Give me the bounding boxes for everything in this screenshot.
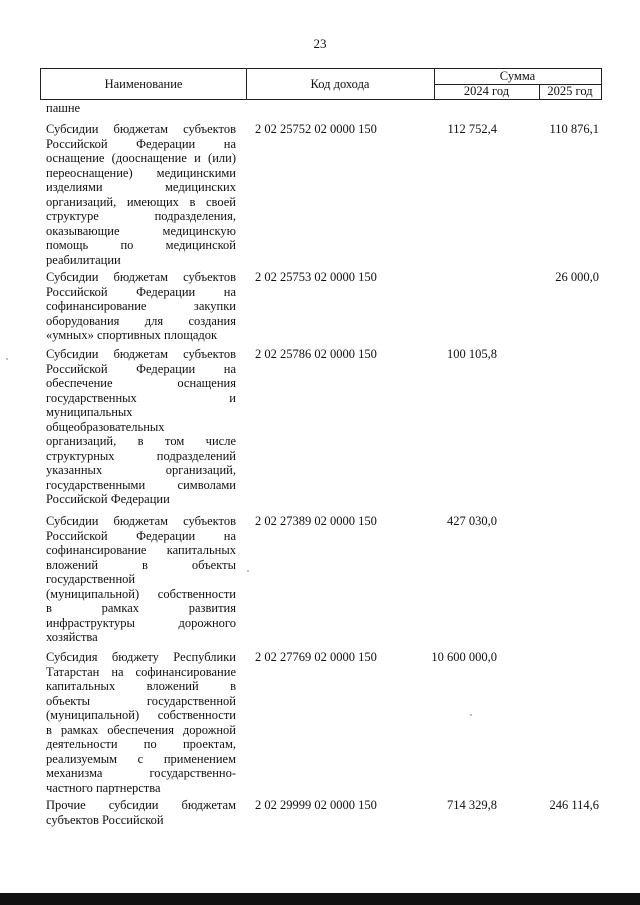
description-line: указанных организаций, xyxy=(46,463,236,477)
description-line: хозяйства xyxy=(46,630,98,644)
amount-2024: 10 600 000,0 xyxy=(431,650,497,664)
description-line: Субсидии бюджетам субъектов xyxy=(46,347,236,361)
amount-2024: 112 752,4 xyxy=(447,122,497,136)
description-line: обеспечение оснащения xyxy=(46,376,236,390)
column-header-name: Наименование xyxy=(41,69,247,99)
description-line: государственных и xyxy=(46,390,236,405)
description-line: государственной xyxy=(46,572,136,586)
description-line: в рамках развития xyxy=(46,601,236,615)
row-description xyxy=(46,650,236,795)
description-line: капитальных вложений в xyxy=(46,679,236,693)
description-line: структурных подразделений xyxy=(46,448,236,463)
description-line: «умных» спортивных площадок xyxy=(46,328,218,342)
description-line: (муниципальной) собственности xyxy=(46,586,236,601)
column-header-2025: 2025 год xyxy=(547,84,593,98)
continuation-text: пашне xyxy=(46,101,81,115)
description-line: государственными символами xyxy=(46,477,236,492)
income-code: 2 02 29999 02 0000 150 xyxy=(255,798,377,812)
income-code: 2 02 27769 02 0000 150 xyxy=(255,650,377,664)
scan-bottom-edge xyxy=(0,893,640,905)
description-line: инфраструктуры дорожного xyxy=(46,615,236,630)
description-line: объекты государственной xyxy=(46,693,236,708)
description-line: софинансирование капитальных xyxy=(46,543,236,557)
amount-2024: 714 329,8 xyxy=(447,798,497,812)
description-line: Российской Федерации на xyxy=(46,136,236,151)
description-line: переоснащение) медицинскими xyxy=(46,165,236,180)
description-line: Субсидии бюджетам субъектов xyxy=(46,270,236,284)
description-line: реабилитации xyxy=(46,252,121,267)
description-line: оказывающие медицинскую xyxy=(46,223,236,238)
description-line: изделиями медицинских xyxy=(46,180,236,194)
income-code: 2 02 25753 02 0000 150 xyxy=(255,270,377,284)
income-code: 2 02 25752 02 0000 150 xyxy=(255,122,377,136)
income-code: 2 02 27389 02 0000 150 xyxy=(255,514,377,528)
row-description xyxy=(46,347,236,507)
column-header-code: Код дохода xyxy=(246,69,435,99)
description-line: оборудования для создания xyxy=(46,313,236,328)
amount-2025: 110 876,1 xyxy=(549,122,599,136)
description-line: Субсидия бюджету Республики xyxy=(46,650,236,664)
amount-2025: 246 114,6 xyxy=(549,798,599,812)
description-line: муниципальных xyxy=(46,405,133,419)
scan-speck xyxy=(470,714,472,716)
description-line: механизма государственно- xyxy=(46,766,236,780)
description-line: вложений в объекты xyxy=(46,557,236,572)
column-header-2024: 2024 год xyxy=(434,84,540,99)
description-line: Субсидии бюджетам субъектов xyxy=(46,514,236,528)
description-line: Татарстан на софинансирование xyxy=(46,664,236,679)
scan-speck xyxy=(247,570,249,572)
description-line: деятельности по проектам, xyxy=(46,737,236,751)
description-line: оснащение (дооснащение и (или) xyxy=(46,151,236,165)
description-line: организаций, имеющих в своей xyxy=(46,194,236,209)
description-line: Прочие субсидии бюджетам xyxy=(46,798,236,812)
page-number: 23 xyxy=(313,36,327,51)
description-line: (муниципальной) собственности xyxy=(46,708,236,722)
description-line: Российской Федерации на xyxy=(46,528,236,543)
description-line: Российской Федерации xyxy=(46,492,170,506)
description-line: Российской Федерации на xyxy=(46,284,236,299)
description-line: частного партнерства xyxy=(46,780,161,795)
column-header-sum: Сумма xyxy=(434,69,601,85)
amount-2024: 427 030,0 xyxy=(447,514,497,528)
description-line: в рамках обеспечения дорожной xyxy=(46,722,236,737)
description-line: общеобразовательных xyxy=(46,419,165,434)
row-description xyxy=(46,798,236,827)
table-header xyxy=(40,68,602,100)
row-description xyxy=(46,514,236,645)
row-description xyxy=(46,270,236,343)
description-line: организаций, в том числе xyxy=(46,434,236,448)
amount-2024: 100 105,8 xyxy=(447,347,497,361)
description-line: субъектов Российской xyxy=(46,812,164,827)
description-line: Российской Федерации на xyxy=(46,361,236,376)
income-code: 2 02 25786 02 0000 150 xyxy=(255,347,377,361)
scan-speck xyxy=(6,358,8,360)
description-line: софинансирование закупки xyxy=(46,299,236,313)
description-line: структуре подразделения, xyxy=(46,209,236,223)
row-description xyxy=(46,122,236,267)
description-line: помощь по медицинской xyxy=(46,238,236,252)
amount-2025: 26 000,0 xyxy=(555,270,599,284)
description-line: реализуемым с применением xyxy=(46,751,236,766)
description-line: Субсидии бюджетам субъектов xyxy=(46,122,236,136)
